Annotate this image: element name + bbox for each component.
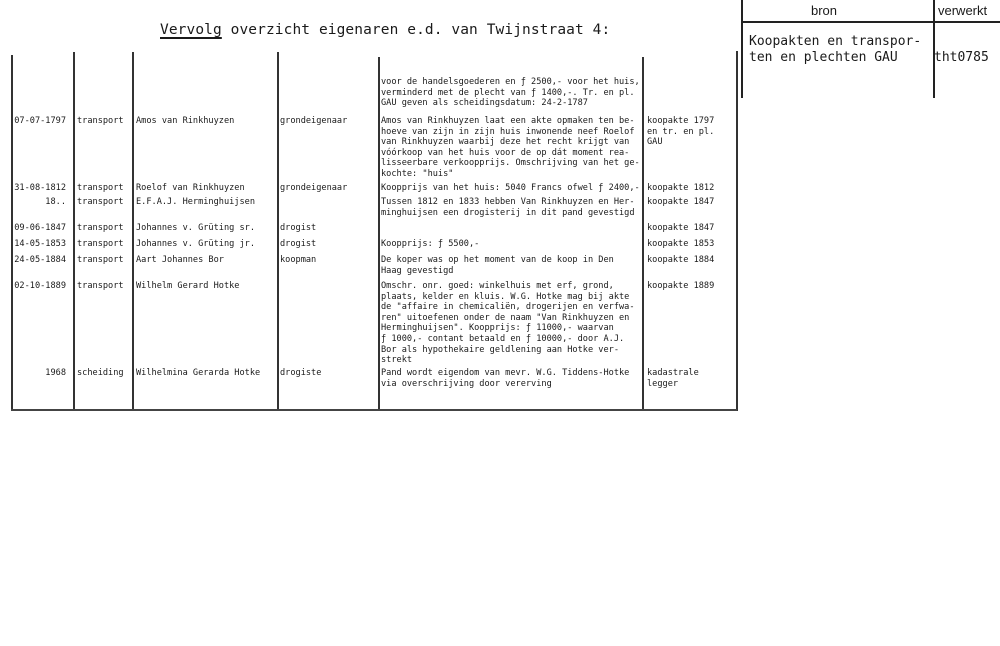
row-description: Tussen 1812 en 1833 hebben Van Rinkhuyzen en Her- minghuijsen een drogisterij in dit pand gevestigd [381, 197, 635, 218]
row-date: 24-05-1884 [14, 255, 66, 265]
row-name: Amos van Rinkhuyzen [136, 116, 235, 126]
source-box-left-border [741, 0, 743, 98]
row-description: De koper was op het moment van de koop in Den Haag gevestigd [381, 255, 614, 276]
row-source: koopakte 1884 [647, 255, 715, 265]
row-source: koopakte 1812 [647, 183, 715, 193]
column-rule [73, 52, 75, 411]
column-rule [378, 57, 380, 411]
row-role: drogist [280, 239, 317, 249]
row-name: Wilhelm Gerard Hotke [136, 281, 240, 291]
row-source: koopakte 1797 en tr. en pl. GAU [647, 116, 715, 148]
row-description: Omschr. onr. goed: winkelhuis met erf, grond, plaats, kelder en kluis. W.G. Hotke mag bij akte de "affaire in chemicaliën, drogerijen en verfwa- ren" uitoefenen onder de naam "Van Rinkhuyzen en Herminghuijsen". Koopprijs: ƒ 11000,- waarvan ƒ 1000,- contant betaald en ƒ 10000,- door A.J. Bor als hypothekaire geldlening aan Hotke ver- strekt [381, 281, 635, 366]
column-rule [277, 52, 279, 411]
row-date: 09-06-1847 [14, 223, 66, 233]
row-date: 07-07-1797 [14, 116, 66, 126]
row-type: scheiding [77, 368, 124, 378]
row-source: koopakte 1847 [647, 223, 715, 233]
row-type: transport [77, 197, 124, 207]
row-source: koopakte 1853 [647, 239, 715, 249]
row-description: Koopprijs van het huis: 5040 Francs ofwel ƒ 2400,- [381, 183, 640, 193]
row-type: transport [77, 183, 124, 193]
continuation-description: voor de handelsgoederen en ƒ 2500,- voor het huis, verminderd met de plecht van ƒ 1400,-. Tr. en pl. GAU geven als scheidingsdatum: 24-2-1787 [381, 77, 640, 109]
row-name: Aart Johannes Bor [136, 255, 224, 265]
row-role: grondeigenaar [280, 183, 348, 193]
row-role: grondeigenaar [280, 116, 348, 126]
column-rule [132, 52, 134, 411]
row-description: Amos van Rinkhuyzen laat een akte opmaken ten be- hoeve van zijn in zijn huis inwonende neef Roelof van Rinkhuyzen waarbij deze het recht krijgt van vóórkoop van het huis voor de op dát moment rea- lisseerbare verkoopprijs. Omschrijving van het ge- kochte: "huis" [381, 116, 640, 179]
row-type: transport [77, 239, 124, 249]
row-type: transport [77, 255, 124, 265]
row-name: Roelof van Rinkhuyzen [136, 183, 245, 193]
title-underlined-word: Vervolg [160, 22, 222, 38]
source-box-header-rule [741, 21, 1000, 23]
row-type: transport [77, 223, 124, 233]
bron-line-1: Koopakten en transpor- [749, 34, 922, 49]
row-role: drogist [280, 223, 317, 233]
row-description: Pand wordt eigendom van mevr. W.G. Tiddens-Hotke via overschrijving door vererving [381, 368, 630, 389]
table-bottom-rule [11, 409, 737, 411]
row-name: Johannes v. Grüting jr. [136, 239, 255, 249]
row-name: E.F.A.J. Herminghuijsen [136, 197, 255, 207]
document-title [160, 22, 610, 38]
source-box [741, 0, 1000, 98]
title-text: overzicht eigenaren e.d. van Twijnstraat 4: [221, 22, 611, 38]
row-type: transport [77, 281, 124, 291]
row-date: 1968 [45, 368, 66, 378]
verwerkt-header: verwerkt [938, 3, 988, 18]
row-name: Johannes v. Grüting sr. [136, 223, 255, 233]
row-type: transport [77, 116, 124, 126]
bron-value [749, 34, 921, 66]
column-rule [642, 57, 644, 411]
verwerkt-value: tht0785 [934, 50, 989, 65]
row-source: kadastrale legger [647, 368, 699, 389]
row-date: 14-05-1853 [14, 239, 66, 249]
row-source: koopakte 1847 [647, 197, 715, 207]
row-role: koopman [280, 255, 317, 265]
source-box-divider [933, 0, 935, 98]
row-date: 18.. [45, 197, 66, 207]
row-name: Wilhelmina Gerarda Hotke [136, 368, 261, 378]
row-date: 31-08-1812 [14, 183, 66, 193]
owners-table [11, 55, 737, 410]
bron-header: bron [811, 3, 838, 18]
column-rule [736, 51, 738, 411]
row-date: 02-10-1889 [14, 281, 66, 291]
row-role: drogiste [280, 368, 322, 378]
row-source: koopakte 1889 [647, 281, 715, 291]
row-description: Koopprijs: ƒ 5500,- [381, 239, 480, 249]
bron-line-2: ten en plechten GAU [749, 50, 898, 65]
